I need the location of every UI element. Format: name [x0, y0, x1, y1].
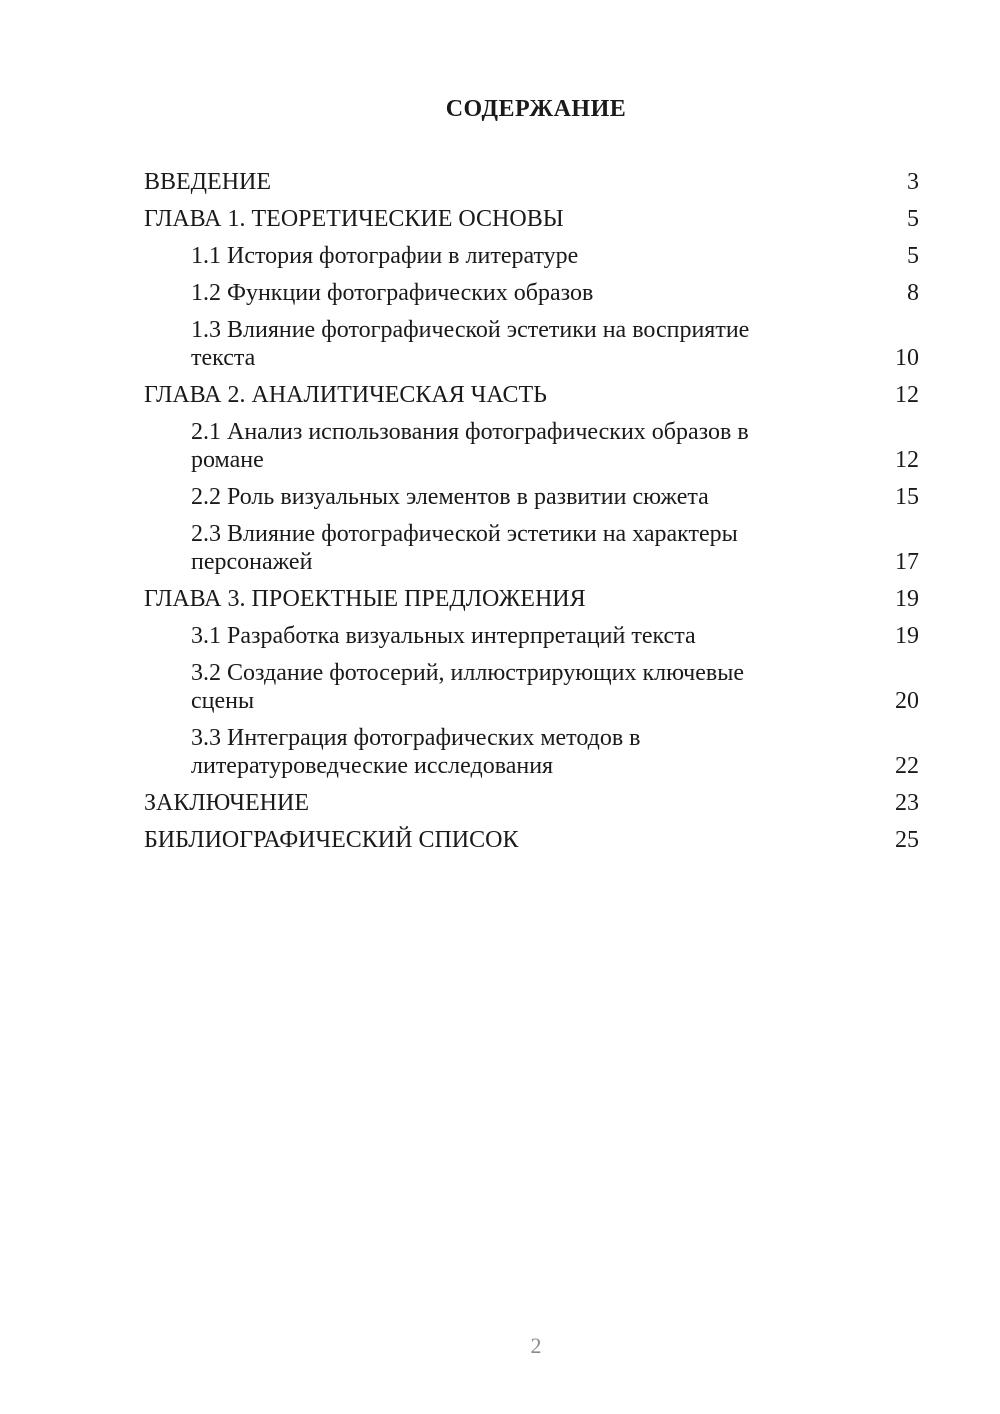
toc-entry[interactable] — [144, 789, 919, 817]
toc-entry[interactable] — [144, 316, 919, 372]
toc-entry-page: 23 — [895, 790, 919, 816]
toc-entry-title: 1.1 История фотографии в литературе — [191, 243, 579, 269]
toc-entry-page: 12 — [895, 447, 919, 473]
toc-entry[interactable] — [144, 168, 919, 196]
toc-entry-page: 5 — [907, 206, 919, 232]
toc-entry-title: 1.3 Влияние фотографической эстетики на восприятие текста — [191, 317, 750, 371]
toc-entry-title: ГЛАВА 1. ТЕОРЕТИЧЕСКИЕ ОСНОВЫ — [144, 206, 564, 232]
toc-entry[interactable] — [144, 520, 919, 576]
toc-entry-title: 1.2 Функции фотографических образов — [191, 280, 594, 306]
toc-entry-page: 19 — [895, 623, 919, 649]
toc-entry[interactable] — [144, 724, 919, 780]
toc-entry[interactable] — [144, 418, 919, 474]
toc-entry[interactable] — [144, 279, 919, 307]
toc-entry-page: 20 — [895, 688, 919, 714]
toc-entry-title: ВВЕДЕНИЕ — [144, 169, 272, 195]
toc-entry-title: 3.3 Интеграция фотографических методов в литературоведческие исследования — [191, 725, 641, 779]
toc-entry-title: 2.2 Роль визуальных элементов в развитии сюжета — [191, 484, 709, 510]
toc-entry[interactable] — [144, 622, 919, 650]
toc-entry-title: ЗАКЛЮЧЕНИЕ — [144, 790, 309, 816]
toc-entry-title: 3.1 Разработка визуальных интерпретаций текста — [191, 623, 696, 649]
toc-entry-title: 2.1 Анализ использования фотографических образов в романе — [191, 419, 749, 473]
page-title: СОДЕРЖАНИЕ — [445, 96, 627, 122]
toc-entry[interactable] — [144, 242, 919, 270]
toc-entry[interactable] — [144, 381, 919, 409]
toc-entry-title: 3.2 Создание фотосерий, иллюстрирующих ключевые сцены — [191, 660, 744, 714]
toc-entry-title: 2.3 Влияние фотографической эстетики на характеры персонажей — [191, 521, 738, 575]
toc-entry[interactable] — [144, 659, 919, 715]
toc-entry[interactable] — [144, 826, 919, 854]
toc-entry-title: ГЛАВА 2. АНАЛИТИЧЕСКАЯ ЧАСТЬ — [144, 382, 547, 408]
page-number: 2 — [530, 1333, 542, 1358]
toc-entry-page: 22 — [895, 753, 919, 779]
toc-entry-title: БИБЛИОГРАФИЧЕСКИЙ СПИСОК — [144, 827, 519, 853]
toc-entry-page: 15 — [895, 484, 919, 510]
table-of-contents — [144, 168, 919, 863]
toc-entry-page: 5 — [907, 243, 919, 269]
toc-entry[interactable] — [144, 483, 919, 511]
toc-entry-page: 12 — [895, 382, 919, 408]
toc-entry[interactable] — [144, 205, 919, 233]
toc-entry-title: ГЛАВА 3. ПРОЕКТНЫЕ ПРЕДЛОЖЕНИЯ — [144, 586, 586, 612]
toc-entry[interactable] — [144, 585, 919, 613]
toc-entry-page: 3 — [907, 169, 919, 195]
toc-entry-page: 8 — [907, 280, 919, 306]
toc-entry-page: 25 — [895, 827, 919, 853]
toc-entry-page: 19 — [895, 586, 919, 612]
toc-entry-page: 17 — [895, 549, 919, 575]
toc-entry-page: 10 — [895, 345, 919, 371]
